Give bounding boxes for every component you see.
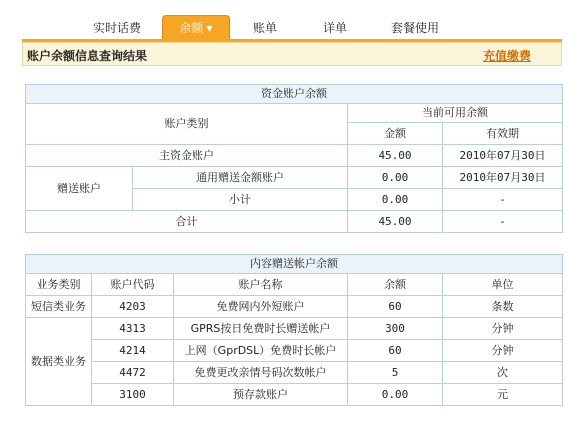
tab-label: 账单 [252,21,277,35]
account-code: 3100 [92,384,174,406]
account-balance: 5 [348,362,443,384]
main-account-amount: 45.00 [348,145,443,167]
table-row [26,384,563,406]
category-sms: 短信类业务 [26,296,92,318]
recharge-link[interactable]: 充值缴费 [482,49,531,63]
account-balance: 300 [348,318,443,340]
tab-bar [0,0,568,42]
subtotal-validity: - [443,189,563,211]
account-code: 4203 [92,296,174,318]
fund-balance-table [25,84,563,233]
tab-detail[interactable] [315,18,355,38]
col-current-balance: 当前可用余额 [348,104,563,123]
table-row [26,318,563,340]
table-title: 内容赠送帐户余额 [26,255,563,274]
gift-general-label: 通用赠送金额账户 [133,167,348,189]
account-balance: 60 [348,340,443,362]
content-balance-table [25,254,563,406]
account-unit: 次 [443,362,563,384]
account-name: 免费网内外短账户 [174,296,348,318]
col-account-type: 账户类别 [26,104,348,145]
main-account-label: 主资金账户 [26,145,348,167]
table-title: 资金账户余额 [26,85,563,104]
total-label: 合计 [26,211,348,233]
page-title: 账户余额信息查询结果 [27,49,148,63]
tab-label: 实时话费 [92,21,141,35]
tab-realtime-fee[interactable] [88,18,146,38]
main-account-validity: 2010年07月30日 [443,145,563,167]
gift-general-validity: 2010年07月30日 [443,167,563,189]
tab-balance[interactable] [162,15,230,40]
table-row [26,340,563,362]
account-code: 4313 [92,318,174,340]
gift-general-amount: 0.00 [348,167,443,189]
tab-label: 套餐使用 [390,21,439,35]
account-code: 4214 [92,340,174,362]
col-unit: 单位 [443,274,563,296]
table-row [26,296,563,318]
account-name: 上网（GprDSL）免费时长帐户 [174,340,348,362]
account-name: 免费更改亲情号码次数帐户 [174,362,348,384]
account-balance: 60 [348,296,443,318]
category-data: 数据类业务 [26,318,92,406]
total-amount: 45.00 [348,211,443,233]
tab-label: 余额 [179,21,204,35]
col-amount: 金额 [348,123,443,145]
tab-label: 详单 [322,21,347,35]
gift-account-label: 赠送账户 [26,167,133,211]
account-name: GPRS按日免费时长赠送帐户 [174,318,348,340]
col-name: 账户名称 [174,274,348,296]
table-row [26,362,563,384]
total-validity: - [443,211,563,233]
account-code: 4472 [92,362,174,384]
tab-package-usage[interactable] [382,18,448,38]
subtotal-amount: 0.00 [348,189,443,211]
account-unit: 元 [443,384,563,406]
col-category: 业务类别 [26,274,92,296]
col-balance: 余额 [348,274,443,296]
col-code: 账户代码 [92,274,174,296]
account-balance: 0.00 [348,384,443,406]
col-validity: 有效期 [443,123,563,145]
account-unit: 条数 [443,296,563,318]
tab-bill[interactable] [245,18,285,38]
account-unit: 分钟 [443,318,563,340]
chevron-down-icon: ▼ [206,24,213,33]
result-header [22,42,562,66]
account-unit: 分钟 [443,340,563,362]
account-name: 预存款账户 [174,384,348,406]
subtotal-label: 小计 [133,189,348,211]
